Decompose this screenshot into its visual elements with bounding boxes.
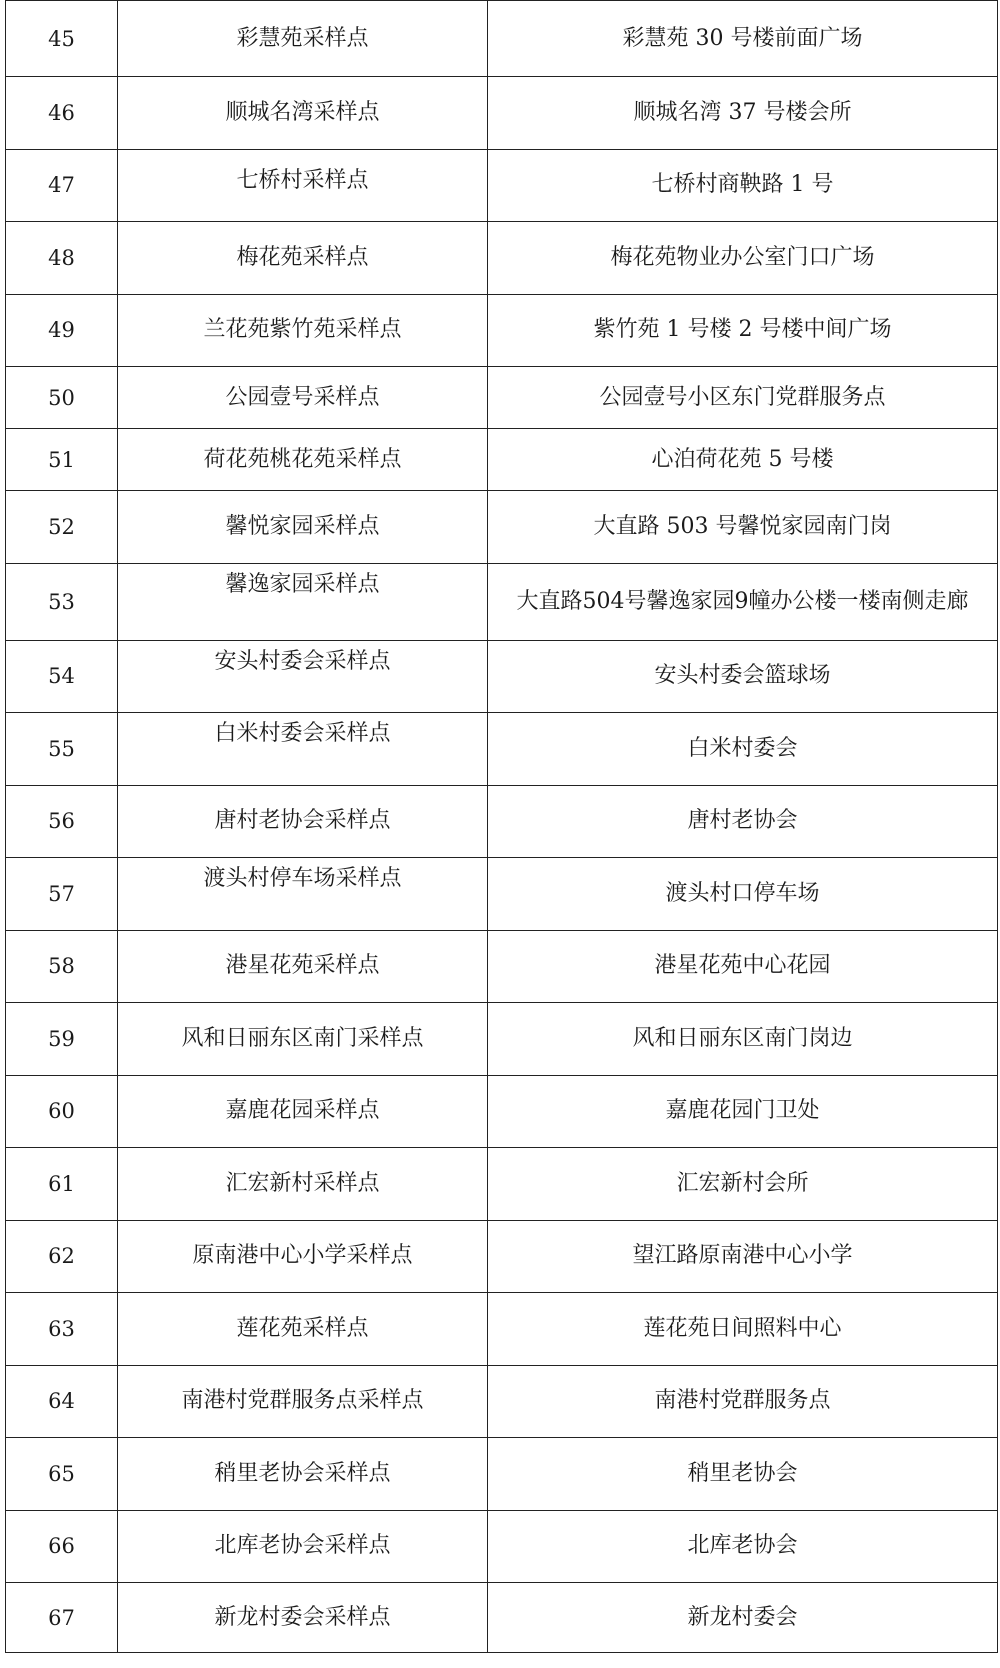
table-row <box>6 1075 998 1148</box>
row-number: 54 <box>6 640 118 713</box>
sampling-point-name: 原南港中心小学采样点 <box>118 1220 488 1293</box>
sampling-point-address: 白米村委会 <box>488 713 998 786</box>
row-number: 67 <box>6 1583 118 1653</box>
sampling-point-address: 嘉鹿花园门卫处 <box>488 1075 998 1148</box>
row-number: 50 <box>6 367 118 429</box>
sampling-point-address: 七桥村商鞅路 1 号 <box>488 149 998 222</box>
row-number: 48 <box>6 222 118 295</box>
table-row <box>6 1293 998 1366</box>
table-row <box>6 1583 998 1653</box>
sampling-point-address: 公园壹号小区东门党群服务点 <box>488 367 998 429</box>
sampling-point-name: 兰花苑紫竹苑采样点 <box>118 294 488 367</box>
sampling-point-address: 望江路原南港中心小学 <box>488 1220 998 1293</box>
table-row <box>6 222 998 295</box>
sampling-point-address: 北库老协会 <box>488 1510 998 1583</box>
sampling-point-address: 梅花苑物业办公室门口广场 <box>488 222 998 295</box>
table-row <box>6 713 998 786</box>
sampling-point-name: 唐村老协会采样点 <box>118 785 488 858</box>
table-row <box>6 1510 998 1583</box>
sampling-point-address: 大直路 503 号馨悦家园南门岗 <box>488 491 998 564</box>
row-number: 49 <box>6 294 118 367</box>
row-number: 63 <box>6 1293 118 1366</box>
row-number: 64 <box>6 1365 118 1438</box>
sampling-point-name: 稍里老协会采样点 <box>118 1438 488 1511</box>
table-row <box>6 1220 998 1293</box>
sampling-point-address: 稍里老协会 <box>488 1438 998 1511</box>
table-row <box>6 367 998 429</box>
sampling-point-address: 大直路504号馨逸家园9幢办公楼一楼南侧走廊 <box>488 563 998 640</box>
sampling-point-address: 渡头村口停车场 <box>488 858 998 931</box>
table-row <box>6 930 998 1003</box>
row-number: 58 <box>6 930 118 1003</box>
table-row <box>6 1438 998 1511</box>
table-row <box>6 294 998 367</box>
sampling-point-address: 风和日丽东区南门岗边 <box>488 1003 998 1076</box>
sampling-point-name: 安头村委会采样点 <box>118 640 488 713</box>
table-row <box>6 858 998 931</box>
row-number: 60 <box>6 1075 118 1148</box>
sampling-point-name: 汇宏新村采样点 <box>118 1148 488 1221</box>
row-number: 51 <box>6 429 118 491</box>
sampling-point-name: 梅花苑采样点 <box>118 222 488 295</box>
row-number: 52 <box>6 491 118 564</box>
sampling-point-address: 莲花苑日间照料中心 <box>488 1293 998 1366</box>
row-number: 56 <box>6 785 118 858</box>
sampling-points-table-page <box>5 0 997 1653</box>
sampling-point-name: 馨悦家园采样点 <box>118 491 488 564</box>
row-number: 65 <box>6 1438 118 1511</box>
sampling-point-address: 心泊荷花苑 5 号楼 <box>488 429 998 491</box>
row-number: 61 <box>6 1148 118 1221</box>
sampling-point-name: 新龙村委会采样点 <box>118 1583 488 1653</box>
sampling-point-name: 馨逸家园采样点 <box>118 563 488 640</box>
row-number: 47 <box>6 149 118 222</box>
sampling-point-address: 唐村老协会 <box>488 785 998 858</box>
table-row <box>6 1365 998 1438</box>
sampling-point-name: 公园壹号采样点 <box>118 367 488 429</box>
sampling-point-address: 顺城名湾 37 号楼会所 <box>488 77 998 150</box>
table-row <box>6 1003 998 1076</box>
row-number: 45 <box>6 1 118 77</box>
sampling-point-name: 北库老协会采样点 <box>118 1510 488 1583</box>
sampling-point-name: 渡头村停车场采样点 <box>118 858 488 931</box>
sampling-point-name: 荷花苑桃花苑采样点 <box>118 429 488 491</box>
sampling-point-name: 嘉鹿花园采样点 <box>118 1075 488 1148</box>
row-number: 55 <box>6 713 118 786</box>
table-row <box>6 77 998 150</box>
table-row <box>6 429 998 491</box>
row-number: 57 <box>6 858 118 931</box>
table-row <box>6 785 998 858</box>
row-number: 46 <box>6 77 118 150</box>
sampling-point-name: 顺城名湾采样点 <box>118 77 488 150</box>
sampling-points-table <box>5 0 998 1653</box>
row-number: 59 <box>6 1003 118 1076</box>
sampling-point-name: 七桥村采样点 <box>118 149 488 222</box>
sampling-point-address: 安头村委会篮球场 <box>488 640 998 713</box>
table-row <box>6 640 998 713</box>
sampling-point-address: 港星花苑中心花园 <box>488 930 998 1003</box>
sampling-point-address: 新龙村委会 <box>488 1583 998 1653</box>
sampling-point-address: 汇宏新村会所 <box>488 1148 998 1221</box>
sampling-point-name: 白米村委会采样点 <box>118 713 488 786</box>
sampling-point-address: 彩慧苑 30 号楼前面广场 <box>488 1 998 77</box>
table-row <box>6 1148 998 1221</box>
sampling-point-address: 紫竹苑 1 号楼 2 号楼中间广场 <box>488 294 998 367</box>
row-number: 53 <box>6 563 118 640</box>
sampling-point-name: 风和日丽东区南门采样点 <box>118 1003 488 1076</box>
row-number: 66 <box>6 1510 118 1583</box>
row-number: 62 <box>6 1220 118 1293</box>
table-row <box>6 563 998 640</box>
table-row <box>6 149 998 222</box>
sampling-point-address: 南港村党群服务点 <box>488 1365 998 1438</box>
table-row <box>6 1 998 77</box>
sampling-point-name: 港星花苑采样点 <box>118 930 488 1003</box>
table-row <box>6 491 998 564</box>
sampling-point-name: 莲花苑采样点 <box>118 1293 488 1366</box>
sampling-point-name: 南港村党群服务点采样点 <box>118 1365 488 1438</box>
sampling-point-name: 彩慧苑采样点 <box>118 1 488 77</box>
